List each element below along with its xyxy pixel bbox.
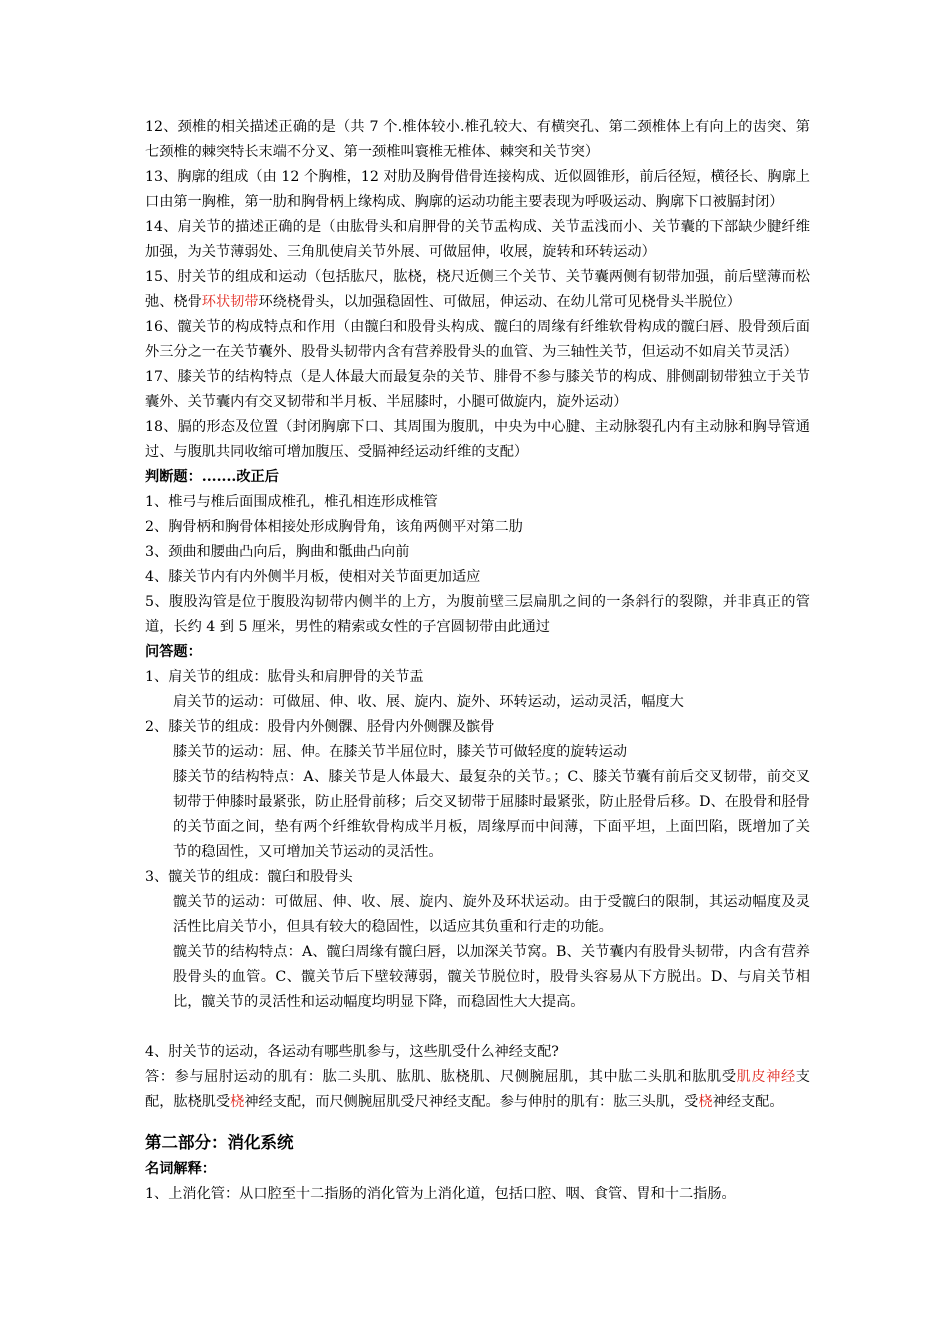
highlight-radial-2: 桡 (698, 1094, 713, 1110)
qa-4-answer-text-c: 神经支配，而尺侧腕屈肌受尺神经支配。参与伸肘的肌有：肱三头肌，受 (244, 1094, 699, 1110)
judge-section-title: 判断题：.......改正后 (145, 469, 279, 485)
qa-2-structure: 膝关节的结构特点：A、膝关节是人体最大、最复杂的关节。；C、膝关节囊有前后交叉韧带，前交叉韧带于伸膝时最紧张，防止胫骨前移；后交叉韧带于屈膝时最紧张，防止胫骨后移。D、在股骨和胫骨的关节面之间，垫有两个纤维软骨构成半月板，周缘厚而中间薄，下面平坦，上面凹陷，既增加了关节的稳固性，又可增加关节运动的灵活性。 (173, 769, 810, 860)
qa-1-composition: 1、肩关节的组成：肱骨头和肩胛骨的关节盂 (145, 669, 424, 685)
blank-line (145, 1015, 810, 1040)
qa-section-title: 问答题： (145, 644, 202, 660)
part-2-title: 第二部分：消化系统 (145, 1133, 294, 1152)
question-18: 18、膈的形态及位置（封闭胸廓下口、其周围为腹肌，中央为中心腱、主动脉裂孔内有主动脉和胸导管通过、与腹肌共同收缩可增加腹压、受膈神经运动纤维的支配） (145, 419, 810, 460)
question-15-text-a: 15、肘关节的组成和运动（包括肱尺，肱桡，桡尺近侧三个关节、关节囊两侧有韧带加强，前后壁薄而松弛、桡骨 (145, 269, 810, 310)
qa-2-movement: 膝关节的运动：屈、伸。在膝关节半屈位时，膝关节可做轻度的旋转运动 (173, 744, 628, 760)
qa-4-answer-text-b: 支配，肱桡肌受 (145, 1069, 810, 1110)
question-14: 14、肩关节的描述正确的是（由肱骨头和肩胛骨的关节盂构成、关节盂浅而小、关节囊的下部缺少腱纤维加强，为关节薄弱处、三角肌使肩关节外展、可做屈伸，收展，旋转和环转运动） (145, 219, 810, 260)
part-2-subtitle: 名词解释： (145, 1161, 216, 1177)
document-content (145, 115, 810, 1207)
qa-3-composition: 3、髋关节的组成：髋臼和股骨头 (145, 869, 353, 885)
qa-2-composition: 2、膝关节的组成：股骨内外侧髁、胫骨内外侧髁及髌骨 (145, 719, 495, 735)
judge-item-1: 1、椎弓与椎后面围成椎孔，椎孔相连形成椎管 (145, 494, 438, 510)
qa-4-question: 4、肘关节的运动，各运动有哪些肌参与，这些肌受什么神经支配? (145, 1044, 559, 1060)
qa-1-movement: 肩关节的运动：可做屈、伸、收、展、旋内、旋外、环转运动，运动灵活，幅度大 (173, 694, 684, 710)
question-15 (145, 265, 810, 315)
question-15-text-b: 环绕桡骨头，以加强稳固性、可做屈，伸运动、在幼儿常可见桡骨头半脱位） (258, 294, 741, 310)
qa-3-structure: 髋关节的结构特点：A、髋臼周缘有髋臼唇，以加深关节窝。B、关节囊内有股骨头韧带，内含有营养股骨头的血管。C、髋关节后下壁较薄弱，髋关节脱位时，股骨头容易从下方脱出。D、与肩关节相比，髋关节的灵活性和运动幅度均明显下降，而稳固性大大提高。 (173, 944, 810, 1010)
part-2-item-1: 1、上消化管：从口腔至十二指肠的消化管为上消化道，包括口腔、咽、食管、胃和十二指肠。 (145, 1186, 736, 1202)
judge-item-5: 5、腹股沟管是位于腹股沟韧带内侧半的上方，为腹前壁三层扁肌之间的一条斜行的裂隙，并非真正的管道，长约 4 到 5 厘米，男性的精索或女性的子宫圆韧带由此通过 (145, 594, 810, 635)
qa-4-answer (145, 1065, 810, 1115)
question-16: 16、髋关节的构成特点和作用（由髋臼和股骨头构成、髋臼的周缘有纤维软骨构成的髋臼唇、股骨颈后面外三分之一在关节囊外、股骨头韧带内含有营养股骨头的血管、为三轴性关节，但运动不如肩关节灵活） (145, 319, 810, 360)
judge-item-2: 2、胸骨柄和胸骨体相接处形成胸骨角，该角两侧平对第二肋 (145, 519, 523, 535)
qa-4-answer-text-d: 神经支配。 (712, 1094, 784, 1110)
qa-4-answer-text-a: 答：参与屈肘运动的肌有：肱二头肌、肱肌、肱桡肌、尺侧腕屈肌，其中肱二头肌和肱肌受 (145, 1069, 737, 1085)
question-17: 17、膝关节的结构特点（是人体最大而最复杂的关节、腓骨不参与膝关节的构成、腓侧副韧带独立于关节囊外、关节囊内有交叉韧带和半月板、半屈膝时，小腿可做旋内，旋外运动） (145, 369, 810, 410)
judge-item-3: 3、颈曲和腰曲凸向后，胸曲和骶曲凸向前 (145, 544, 410, 560)
judge-item-4: 4、膝关节内有内外侧半月板，使相对关节面更加适应 (145, 569, 481, 585)
highlight-annular-ligament: 环状韧带 (201, 294, 259, 310)
highlight-musculocutaneous-nerve: 肌皮神经 (736, 1069, 796, 1085)
highlight-radial-1: 桡 (230, 1094, 245, 1110)
qa-3-movement: 髋关节的运动：可做屈、伸、收、展、旋内、旋外及环状运动。由于受髋臼的限制，其运动幅度及灵活性比肩关节小，但具有较大的稳固性，以适应其负重和行走的功能。 (173, 894, 810, 935)
question-12: 12、颈椎的相关描述正确的是（共 7 个.椎体较小.椎孔较大、有横突孔、第二颈椎体上有向上的齿突、第七颈椎的棘突特长末端不分叉、第一颈椎叫寰椎无椎体、棘突和关节突） (145, 119, 810, 160)
question-13: 13、胸廓的组成（由 12 个胸椎，12 对肋及胸骨借骨连接构成、近似圆锥形，前后径短，横径长、胸廓上口由第一胸椎，第一肋和胸骨柄上缘构成、胸廓的运动功能主要表现为呼吸运动、胸廓下口被膈封闭） (145, 169, 810, 210)
